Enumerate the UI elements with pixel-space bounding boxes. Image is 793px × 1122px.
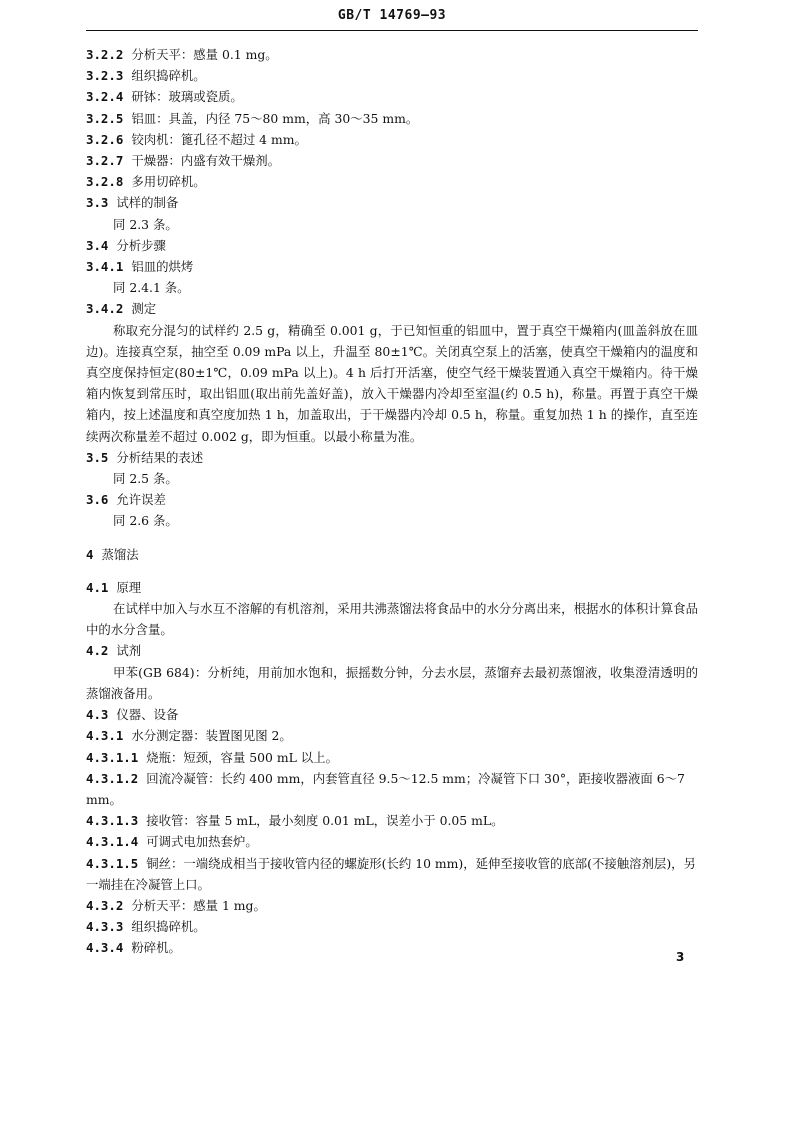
clause-4-3-2	[86, 895, 698, 916]
clause-text: 多用切碎机。	[131, 174, 206, 190]
clause-text: 可调式电加热套炉。	[146, 834, 258, 850]
clause-number: 4.3.1.3	[86, 813, 139, 829]
clause-text: 铰肉机：篦孔径不超过 4 mm。	[131, 131, 307, 147]
clause-text: 试样的制备	[116, 195, 179, 211]
clause-4-3-1	[86, 725, 698, 746]
clause-3-4-1	[86, 256, 698, 277]
clause-3-2-7	[86, 150, 698, 171]
clause-3-4-2	[86, 298, 698, 319]
clause-3-5	[86, 447, 698, 468]
clause-number: 3.2.5	[86, 110, 124, 126]
clause-number: 3.2.2	[86, 47, 124, 62]
clause-text: 测定	[131, 301, 157, 317]
clause-4-3-3	[86, 916, 698, 937]
clause-text: 研钵：玻璃或瓷质。	[131, 89, 243, 105]
clause-4-1	[86, 577, 698, 598]
clause-4	[86, 544, 698, 565]
clause-number: 4.3.1.2	[86, 770, 139, 786]
clause-text: 允许误差	[116, 492, 166, 508]
clause-number: 3.5	[86, 449, 109, 465]
clause-text: 分析天平：感量 0.1 mg。	[131, 47, 278, 62]
clause-text: 烧瓶：短颈，容量 500 mL 以上。	[146, 749, 338, 765]
clause-number: 3.4.2	[86, 301, 124, 317]
clause-3-3	[86, 192, 698, 213]
clause-text: 在试样中加入与水互不溶解的有机溶剂，采用共沸蒸馏法将食品中的水分分离出来，根据水的体积计算食品中的水分含量。	[86, 601, 698, 638]
clause-text: 水分测定器：装置图见图 2。	[131, 728, 292, 744]
clause-text: 分析天平：感量 1 mg。	[131, 897, 266, 913]
clause-number: 4.3	[86, 707, 109, 723]
clause-text: 铝皿：具盖，内径 75～80 mm，高 30～35 mm。	[131, 110, 419, 126]
clause-4-3-1-1	[86, 747, 698, 768]
body-paragraph	[86, 662, 698, 704]
clause-3-4	[86, 235, 698, 256]
clause-4-3	[86, 704, 698, 725]
clause-text: 甲苯(GB 684)：分析纯，用前加水饱和，振摇数分钟，分去水层，蒸馏弃去最初蒸馏液，收集澄清透明的蒸馏液备用。	[86, 664, 698, 701]
clause-text: 粉碎机。	[131, 940, 181, 956]
clause-number: 4.1	[86, 579, 109, 595]
clause-text: 组织捣碎机。	[131, 68, 206, 84]
clause-number: 3.3	[86, 195, 109, 211]
clause-text: 分析步骤	[116, 237, 166, 253]
page-number: 3	[676, 950, 685, 964]
clause-number: 4.3.1.5	[86, 855, 139, 871]
clause-3-2-4	[86, 86, 698, 107]
section-gap	[86, 565, 698, 577]
clause-number: 3.4	[86, 237, 109, 253]
clause-number: 3.2.4	[86, 89, 124, 105]
clause-4-3-1-3	[86, 810, 698, 831]
clause-text	[86, 277, 698, 298]
clause-3-2-6	[86, 129, 698, 150]
clause-text: 铜丝：一端绕成相当于接收管内径的螺旋形(长约 10 mm)，延伸至接收管的底部(不接触溶剂层)，另一端挂在冷凝管上口。	[86, 855, 696, 892]
clause-text: 铝皿的烘烤	[131, 259, 194, 275]
clause-text: 干燥器：内盛有效干燥剂。	[131, 153, 280, 169]
clause-3-2-3	[86, 65, 698, 86]
clause-text: 同 2.3 条。	[113, 216, 178, 232]
section-gap	[86, 532, 698, 544]
body-paragraph	[86, 598, 698, 640]
clause-text	[86, 214, 698, 235]
clause-number: 4	[86, 546, 94, 562]
clause-text: 原理	[116, 579, 142, 595]
clause-3-2-2	[86, 44, 698, 65]
clause-number: 3.2.8	[86, 174, 124, 190]
clause-text: 称取充分混匀的试样约 2.5 g，精确至 0.001 g，于已知恒重的铝皿中，置于真空干燥箱内(皿盖斜放在皿边)。连接真空泵，抽空至 0.09 mPa 以上，升温至 80±1℃。关闭真空泵上的活塞，使真空干燥箱内的温度和真空度保持恒定(80±1℃，0.09 mPa 以上)。4 h 后打开活塞，使空气经干燥装置通入真空干燥箱内。待干燥箱内恢复到常压时，取出铝皿(取出前先盖好盖)，放入干燥器内冷却至室温(约 0.5 h)，称量。再置于真空干燥箱内，按上述温度和真空度加热 1 h，加盖取出，于干燥器内冷却 0.5 h，称量。重复加热 1 h 的操作，直至连续两次称量差不超过 0.002 g，即为恒重。以最小称量为准。	[86, 322, 698, 444]
clause-4-3-4	[86, 937, 698, 958]
standard-code-header: GB/T 14769—93	[337, 8, 447, 23]
clause-number: 3.4.1	[86, 259, 124, 275]
clause-number: 4.3.1.1	[86, 749, 139, 765]
clause-number: 3.2.3	[86, 68, 124, 84]
clause-number: 4.3.2	[86, 897, 124, 913]
clause-4-3-1-2	[86, 768, 698, 810]
clause-3-2-8	[86, 171, 698, 192]
clause-4-3-1-5	[86, 853, 698, 895]
clause-number: 4.3.4	[86, 940, 124, 956]
clause-text: 组织捣碎机。	[131, 919, 206, 935]
clause-text: 同 2.6 条。	[113, 513, 178, 529]
clause-number: 3.2.7	[86, 153, 124, 169]
clause-text: 仪器、设备	[116, 707, 179, 723]
clause-number: 3.6	[86, 492, 109, 508]
body-paragraph	[86, 320, 698, 447]
clause-number: 4.3.3	[86, 919, 124, 935]
clause-text: 分析结果的表述	[116, 449, 204, 465]
clause-text: 试剂	[116, 643, 142, 659]
clause-number: 4.2	[86, 643, 109, 659]
header-rule	[86, 30, 698, 31]
clause-text: 蒸馏法	[101, 546, 139, 562]
clause-text: 同 2.4.1 条。	[113, 280, 190, 296]
clause-text	[86, 468, 698, 489]
clause-3-2-5	[86, 108, 698, 129]
clause-text: 接收管：容量 5 mL，最小刻度 0.01 mL，误差小于 0.05 mL。	[146, 813, 504, 829]
document-body	[86, 44, 698, 959]
clause-3-6	[86, 489, 698, 510]
clause-text: 回流冷凝管：长约 400 mm，内套管直径 9.5～12.5 mm；冷凝管下口 30°，距接收器液面 6～7 mm。	[86, 770, 685, 807]
clause-4-2	[86, 640, 698, 661]
clause-4-3-1-4	[86, 831, 698, 852]
clause-text: 同 2.5 条。	[113, 471, 178, 487]
clause-text	[86, 510, 698, 531]
clause-number: 4.3.1	[86, 728, 124, 744]
clause-number: 4.3.1.4	[86, 834, 139, 850]
clause-number: 3.2.6	[86, 131, 124, 147]
